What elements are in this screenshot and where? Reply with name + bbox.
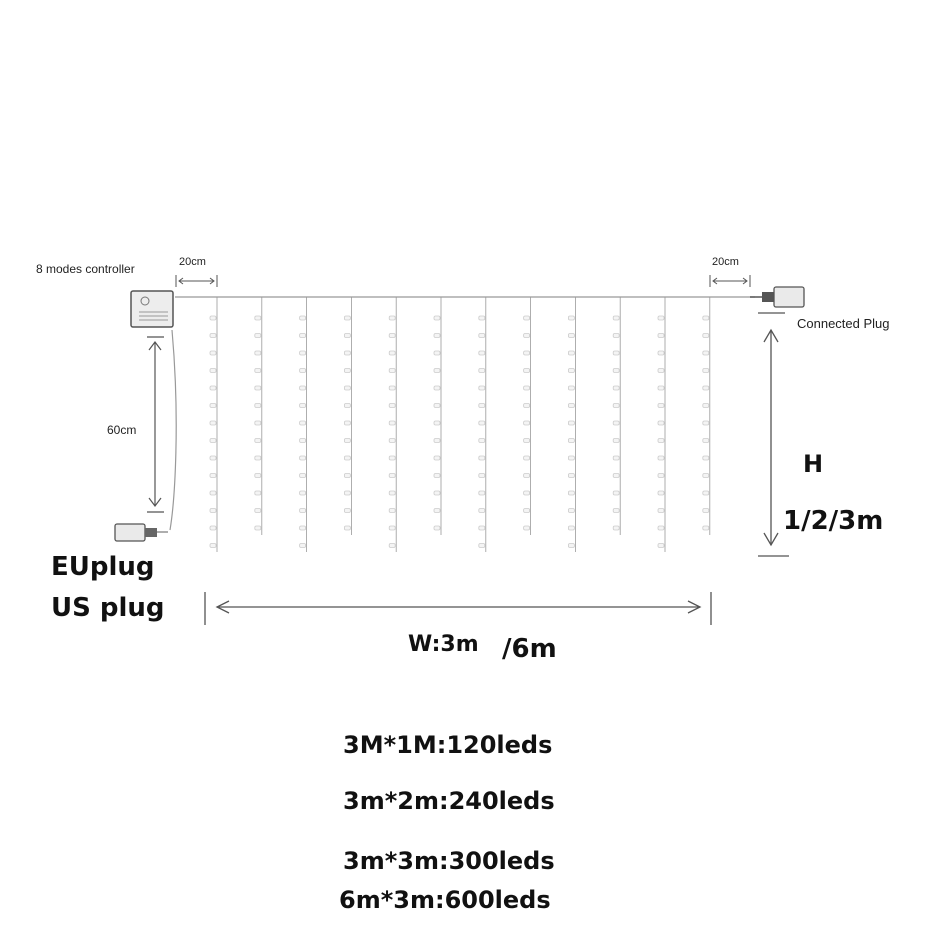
led-bulb xyxy=(389,544,395,548)
connected-plug-label: Connected Plug xyxy=(797,316,890,331)
led-bulb xyxy=(703,491,709,495)
led-bulb xyxy=(524,474,530,478)
led-bulb xyxy=(434,474,440,478)
led-bulb xyxy=(300,369,306,373)
led-bulb xyxy=(479,334,485,338)
led-bulb xyxy=(479,369,485,373)
led-bulb xyxy=(524,351,530,355)
led-bulb xyxy=(658,334,664,338)
led-bulb xyxy=(613,369,619,373)
led-bulb xyxy=(255,491,261,495)
led-bulb xyxy=(210,544,216,548)
led-bulb xyxy=(210,404,216,408)
led-bulb xyxy=(524,316,530,320)
led-bulb xyxy=(524,491,530,495)
led-bulb xyxy=(568,509,574,513)
led-bulb xyxy=(658,509,664,513)
led-bulb xyxy=(300,439,306,443)
eu-plug-icon xyxy=(115,524,168,541)
led-bulb xyxy=(210,474,216,478)
led-bulb xyxy=(703,474,709,478)
led-bulb xyxy=(613,509,619,513)
led-bulb xyxy=(255,474,261,478)
right-offset-label: 20cm xyxy=(712,256,739,268)
led-bulb xyxy=(389,386,395,390)
led-bulb xyxy=(479,386,485,390)
led-bulb xyxy=(434,369,440,373)
led-bulb xyxy=(434,421,440,425)
led-bulb xyxy=(389,421,395,425)
led-bulb xyxy=(255,351,261,355)
led-bulb xyxy=(344,474,350,478)
led-bulb xyxy=(389,351,395,355)
led-bulb xyxy=(613,351,619,355)
connected-plug-icon xyxy=(750,287,804,307)
led-bulb xyxy=(658,526,664,530)
led-bulb xyxy=(524,456,530,460)
led-bulb xyxy=(210,351,216,355)
controller-label: 8 modes controller xyxy=(36,262,135,276)
led-bulb xyxy=(524,386,530,390)
led-bulb xyxy=(434,439,440,443)
led-bulb xyxy=(568,491,574,495)
led-bulb xyxy=(300,351,306,355)
spec-line: 3M*1M:120leds xyxy=(343,731,553,759)
led-bulb xyxy=(344,456,350,460)
led-bulb xyxy=(255,386,261,390)
led-bulb xyxy=(703,316,709,320)
left-offset-label: 20cm xyxy=(179,256,206,268)
led-bulb xyxy=(613,316,619,320)
led-bulb xyxy=(479,526,485,530)
led-bulb xyxy=(613,421,619,425)
led-bulb xyxy=(344,439,350,443)
led-bulb xyxy=(613,456,619,460)
led-bulb xyxy=(210,421,216,425)
led-bulb xyxy=(568,439,574,443)
led-bulb xyxy=(658,544,664,548)
led-bulb xyxy=(344,351,350,355)
led-bulb xyxy=(479,404,485,408)
led-bulb xyxy=(703,334,709,338)
spec-line: 6m*3m:600leds xyxy=(339,886,551,914)
led-bulb xyxy=(658,491,664,495)
led-bulb xyxy=(479,491,485,495)
led-bulb xyxy=(300,491,306,495)
led-bulb xyxy=(568,369,574,373)
led-bulb xyxy=(613,439,619,443)
led-bulb xyxy=(434,456,440,460)
led-bulb xyxy=(255,404,261,408)
led-bulb xyxy=(300,456,306,460)
led-bulb xyxy=(434,386,440,390)
led-bulb xyxy=(300,421,306,425)
led-bulb xyxy=(703,421,709,425)
led-bulb xyxy=(434,526,440,530)
led-bulb xyxy=(703,439,709,443)
led-bulb xyxy=(568,386,574,390)
led-bulb xyxy=(210,316,216,320)
led-bulb xyxy=(210,386,216,390)
led-bulb xyxy=(568,334,574,338)
led-bulb xyxy=(344,386,350,390)
led-bulb xyxy=(255,509,261,513)
led-bulb xyxy=(300,386,306,390)
led-bulb xyxy=(344,404,350,408)
led-bulb xyxy=(255,334,261,338)
led-bulb xyxy=(524,439,530,443)
led-bulb xyxy=(210,439,216,443)
led-bulb xyxy=(210,456,216,460)
led-bulb xyxy=(479,509,485,513)
led-bulb xyxy=(703,509,709,513)
led-bulb xyxy=(389,509,395,513)
controller-box-icon xyxy=(131,291,173,327)
led-bulb xyxy=(344,491,350,495)
led-bulb xyxy=(613,474,619,478)
led-bulb xyxy=(210,509,216,513)
led-bulb xyxy=(434,334,440,338)
led-bulb xyxy=(524,509,530,513)
led-bulb xyxy=(613,404,619,408)
led-bulb xyxy=(479,316,485,320)
led-bulb xyxy=(344,316,350,320)
led-bulb xyxy=(658,351,664,355)
led-bulb xyxy=(344,526,350,530)
led-bulb xyxy=(479,421,485,425)
led-bulb xyxy=(434,491,440,495)
led-bulb xyxy=(255,369,261,373)
led-bulb xyxy=(568,526,574,530)
controller-cable xyxy=(170,330,176,530)
led-bulb xyxy=(300,474,306,478)
led-bulb xyxy=(658,456,664,460)
led-bulb xyxy=(389,439,395,443)
led-bulb xyxy=(300,526,306,530)
led-bulb xyxy=(658,316,664,320)
led-bulb xyxy=(255,456,261,460)
led-bulb xyxy=(658,474,664,478)
spec-line: 3m*2m:240leds xyxy=(343,787,555,815)
led-bulb xyxy=(434,509,440,513)
led-strands xyxy=(210,297,710,552)
lead-length-dimension xyxy=(147,337,164,512)
led-bulb xyxy=(658,404,664,408)
led-bulb xyxy=(210,369,216,373)
led-bulb xyxy=(524,369,530,373)
led-bulb xyxy=(300,316,306,320)
led-bulb xyxy=(210,334,216,338)
led-bulb xyxy=(479,439,485,443)
led-bulb xyxy=(524,334,530,338)
led-bulb xyxy=(210,491,216,495)
led-bulb xyxy=(703,456,709,460)
led-bulb xyxy=(210,526,216,530)
led-bulb xyxy=(255,421,261,425)
led-bulb xyxy=(658,439,664,443)
width-dimension xyxy=(205,592,711,625)
width-alt-label: /6m xyxy=(502,634,557,664)
led-bulb xyxy=(389,526,395,530)
led-bulb xyxy=(255,439,261,443)
led-bulb xyxy=(658,386,664,390)
led-bulb xyxy=(568,456,574,460)
led-bulb xyxy=(479,474,485,478)
led-bulb xyxy=(524,421,530,425)
led-bulb xyxy=(524,404,530,408)
width-main-label: W:3m xyxy=(408,632,479,657)
led-bulb xyxy=(479,544,485,548)
led-bulb xyxy=(658,421,664,425)
led-bulb xyxy=(479,456,485,460)
led-bulb xyxy=(434,404,440,408)
led-bulb xyxy=(389,404,395,408)
led-bulb xyxy=(389,456,395,460)
us-plug-label: US plug xyxy=(51,593,165,623)
led-bulb xyxy=(658,369,664,373)
led-bulb xyxy=(568,474,574,478)
led-bulb xyxy=(703,526,709,530)
led-bulb xyxy=(344,334,350,338)
eu-plug-label: EUplug xyxy=(51,552,155,582)
led-bulb xyxy=(344,421,350,425)
led-bulb xyxy=(389,474,395,478)
left-offset-dimension xyxy=(176,275,217,287)
led-bulb xyxy=(479,351,485,355)
led-bulb xyxy=(703,369,709,373)
led-bulb xyxy=(613,526,619,530)
led-bulb xyxy=(300,509,306,513)
right-offset-dimension xyxy=(710,275,750,287)
led-bulb xyxy=(300,404,306,408)
led-bulb xyxy=(255,316,261,320)
led-bulb xyxy=(568,544,574,548)
led-bulb xyxy=(344,369,350,373)
led-bulb xyxy=(568,316,574,320)
led-bulb xyxy=(389,316,395,320)
led-bulb xyxy=(524,526,530,530)
led-bulb xyxy=(703,351,709,355)
led-bulb xyxy=(300,544,306,548)
spec-line: 3m*3m:300leds xyxy=(343,847,555,875)
led-bulb xyxy=(613,334,619,338)
led-bulb xyxy=(703,386,709,390)
led-bulb xyxy=(434,351,440,355)
height-letter-label: H xyxy=(803,450,824,478)
lead-length-label: 60cm xyxy=(107,423,137,437)
led-bulb xyxy=(389,369,395,373)
led-bulb xyxy=(613,491,619,495)
led-bulb xyxy=(703,404,709,408)
led-bulb xyxy=(568,404,574,408)
led-bulb xyxy=(568,351,574,355)
led-bulb xyxy=(568,421,574,425)
led-bulb xyxy=(389,334,395,338)
led-bulb xyxy=(613,386,619,390)
led-bulb xyxy=(389,491,395,495)
led-bulb xyxy=(255,526,261,530)
height-values-label: 1/2/3m xyxy=(783,506,884,536)
led-bulb xyxy=(300,334,306,338)
led-bulb xyxy=(344,509,350,513)
led-bulb xyxy=(434,316,440,320)
